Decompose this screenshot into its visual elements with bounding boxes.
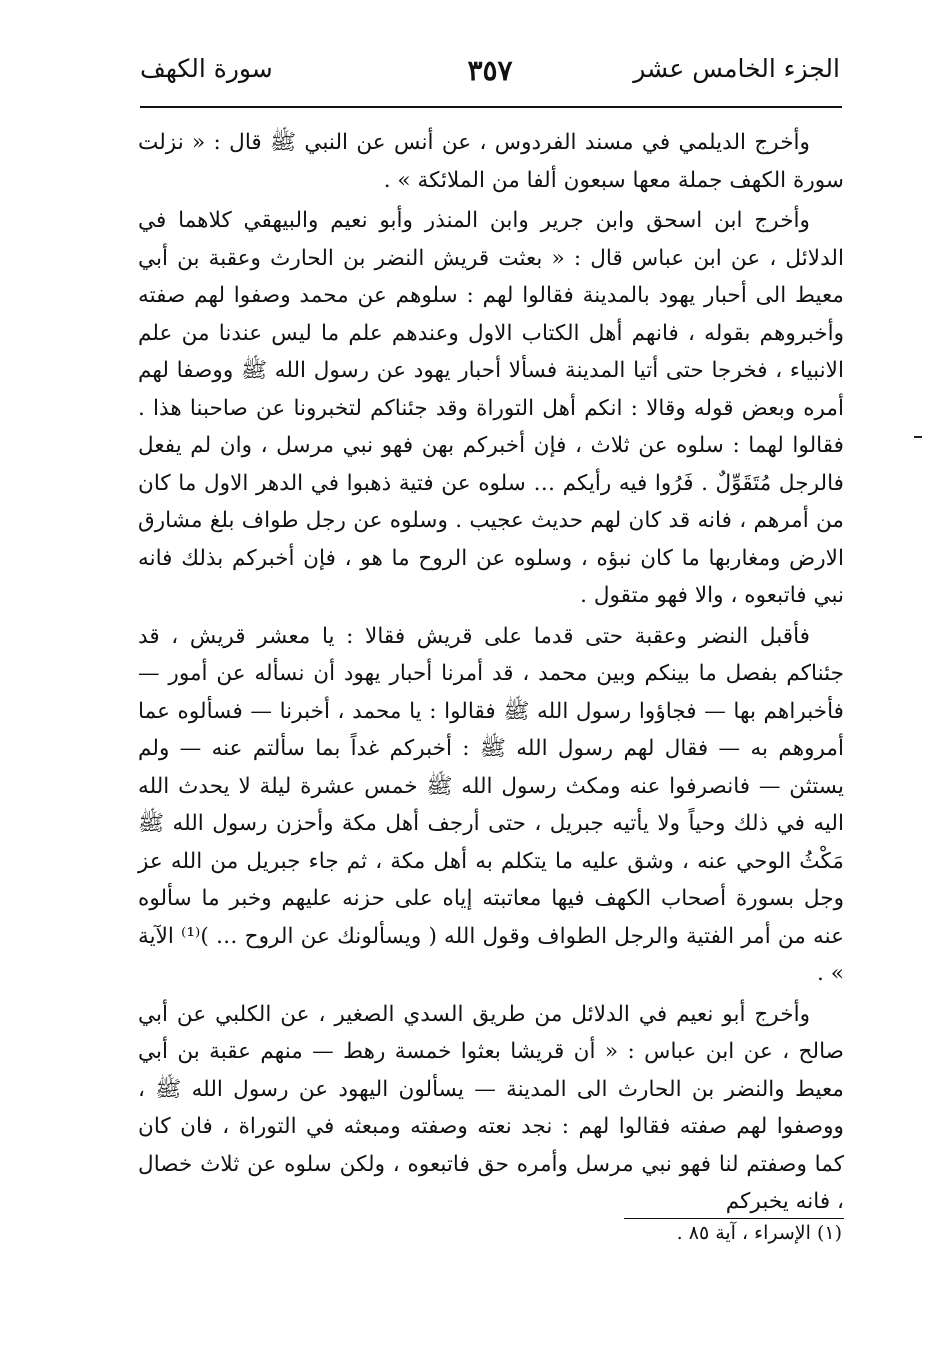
- paragraph-2: وأخرج ابن اسحق وابن جرير وابن المنذر وأبو نعيم والبيهقي كلاهما في الدلائل ، عن ابن عباس قال : « بعثت قريش النضر بن الحارث وعقبة بن أبي معيط الى أحبار يهود بالمدينة فقالوا لهم : سلوهم عن محمد وصفوا لهم صفته وأخبروهم بقوله ، فانهم أهل الكتاب الاول وعندهم علم ما ليس عندنا من علم الانبياء ، فخرجا حتى أتيا المدينة فسألا أحبار يهود عن رسول الله ﷺ ووصفا لهم أمره وبعض قوله وقالا : انكم أهل التوراة وقد جئناكم لتخبرونا عن صاحبنا هذا . فقالوا لهما : سلوه عن ثلاث ، فإن أخبركم بهن فهو نبي مرسل ، وان لم يفعل فالرجل مُتَقَوِّلٌ . فَرُوا فيه رأيكم … سلوه عن فتية ذهبوا في الدهر الاول ما كان من أمرهم ، فانه قد كان لهم حديث عجيب . وسلوه عن رجل طواف بلغ مشارق الارض ومغاربها ما كان نبؤه ، وسلوه عن الروح ما هو ، فإن أخبركم بذلك فانه نبي فاتبعوه ، والا فهو متقول .: [138, 208, 844, 608]
- header-divider: [140, 106, 842, 108]
- footnote: (١) الإسراء ، آية ٨٥ .: [676, 1222, 842, 1244]
- page-number: ٣٥٧: [467, 54, 513, 87]
- paragraph-4: وأخرج أبو نعيم في الدلائل من طريق السدي الصغير ، عن الكلبي عن أبي صالح ، عن ابن عباس : « أن قريشا بعثوا خمسة رهط — منهم عقبة بن أبي معيط والنضر بن الحارث الى المدينة — يسألون اليهود عن رسول الله ﷺ ، ووصفوا لهم صفته فقالوا لهم : نجد نعته وصفته ومبعثه في التوراة ، فان كان كما وصفتم لنا فهو نبي مرسل وأمره حق فاتبعوه ، ولكن سلوه عن ثلاث خصال ، فانه يخبركم: [138, 1001, 844, 1214]
- paragraph-3: فأقبل النضر وعقبة حتى قدما على قريش فقالا : يا معشر قريش ، قد جئناكم بفصل ما بينكم وبين محمد ، قد أمرنا أحبار يهود أن نسأله عن أمور — فأخبراهم بها — فجاؤوا رسول الله ﷺ فقالوا : يا محمد ، أخبرنا — فسألوه عما أمروهم به — فقال لهم رسول الله ﷺ : أخبركم غداً بما سألتم عنه — ولم يستثن — فانصرفوا عنه ومكث رسول الله ﷺ خمس عشرة ليلة لا يحدث الله اليه في ذلك وحياً ولا يأتيه جبريل ، حتى أرجف أهل مكة وأحزن رسول الله ﷺ مَكْثُ الوحي عنه ، وشق عليه ما يتكلم به أهل مكة ، ثم جاء جبريل من الله عز وجل بسورة أصحاب الكهف فيها معاتبته إياه على حزنه عليهم وخبر ما سألوه عنه من أمر الفتية والرجل الطواف وقول الله ( ويسألونك عن الروح … )⁽¹⁾ الآية » .: [138, 623, 844, 986]
- surah-title: سورة الكهف: [140, 54, 273, 83]
- part-title: الجزء الخامس عشر: [633, 54, 840, 83]
- margin-mark: [914, 436, 922, 438]
- page-header: [140, 48, 840, 108]
- footnote-divider: [624, 1218, 844, 1219]
- main-text: [138, 124, 844, 1224]
- paragraph-1: وأخرج الديلمي في مسند الفردوس ، عن أنس عن النبي ﷺ قال : « نزلت سورة الكهف جملة معها سبعون ألفا من الملائكة » .: [138, 130, 844, 193]
